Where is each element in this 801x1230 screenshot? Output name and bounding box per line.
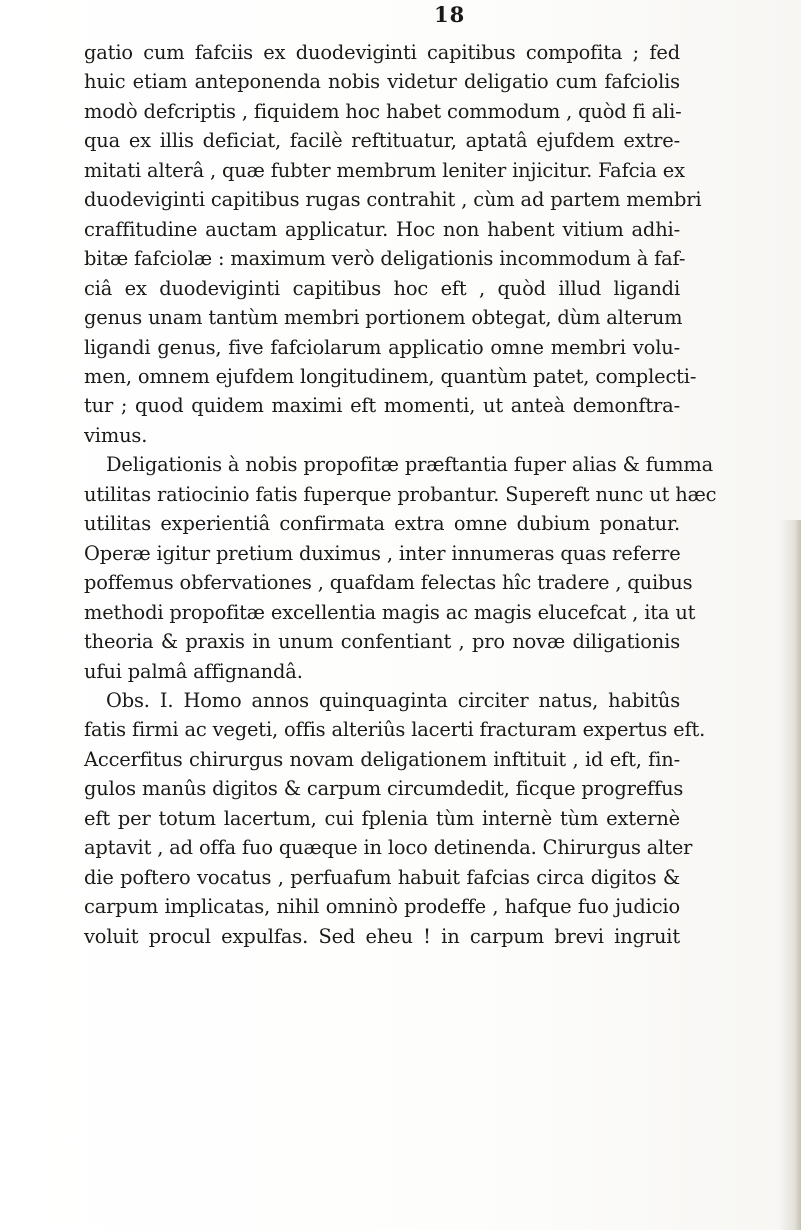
text-line: eft per totum lacertum, cui fplenia tùm internè tùm externè: [84, 806, 680, 830]
text-line: poffemus obfervationes , quafdam felectas hîc tradere , quibus: [84, 571, 693, 595]
paragraph-end-line: vimus.: [84, 423, 148, 447]
text-line: methodi propofitæ excellentia magis ac magis elucefcat , ita ut: [84, 600, 696, 624]
text-line: modò defcriptis , fiquidem hoc habet commodum , quòd fi ali-: [84, 99, 682, 123]
text-line: gatio cum fafciis ex duodeviginti capitibus compofita ; fed: [84, 41, 680, 64]
paragraph-start-line: Deligationis à nobis propofitæ præftantia fuper alias & fumma: [106, 453, 714, 477]
text-line: utilitas ratiocinio fatis fuperque probantur. Supereft nunc ut hæc: [84, 482, 717, 506]
text-line: craffitudine auctam applicatur. Hoc non habent vitium adhi-: [84, 217, 680, 241]
text-line: carpum implicatas, nihil omninò prodeffe , hafque fuo judicio: [84, 895, 680, 919]
text-line: die poftero vocatus , perfuafum habuit fafcias circa digitos &: [84, 865, 680, 889]
page-edge-shadow: [779, 520, 801, 1230]
text-line: aptavit , ad offa fuo quæque in loco detinenda. Chirurgus alter: [84, 836, 693, 860]
paragraph-end-line: ufui palmâ affignandâ.: [84, 659, 303, 683]
text-line: men, omnem ejufdem longitudinem, quantùm patet, complecti-: [84, 364, 697, 388]
text-line: gulos manûs digitos & carpum circumdedit, ficque progreffus: [84, 777, 684, 801]
text-line: utilitas experientiâ confirmata extra omne dubium ponatur.: [84, 512, 680, 536]
text-line: Accerfitus chirurgus novam deligationem inftituit , id eft, fin-: [84, 747, 680, 771]
text-line: qua ex illis deficiat, facilè reftituatur, aptatâ ejufdem extre-: [84, 129, 680, 153]
page-number: 18: [434, 2, 466, 27]
text-line: ciâ ex duodeviginti capitibus hoc eft , quòd illud ligandi: [84, 276, 680, 300]
text-line: duodeviginti capitibus rugas contrahit , cùm ad partem membri: [84, 188, 702, 212]
text-line: tur ; quod quidem maximi eft momenti, ut anteà demonftra-: [84, 394, 680, 418]
text-line: bitæ fafciolæ : maximum verò deligationis incommodum à faf-: [84, 247, 686, 271]
text-line: mitati alterâ , quæ fubter membrum leniter injicitur. Fafcia ex: [84, 158, 685, 182]
text-line: ligandi genus, five fafciolarum applicatio omne membri volu-: [84, 335, 680, 359]
text-line: voluit procul expulfas. Sed eheu ! in carpum brevi ingruit: [84, 924, 680, 948]
observation-heading-line: Obs. I. Homo annos quinquaginta circiter natus, habitûs: [106, 688, 680, 712]
text-line: huic etiam anteponenda nobis videtur deligatio cum fafciolis: [84, 70, 680, 94]
body-text: [84, 38, 717, 951]
text-line: genus unam tantùm membri portionem obtegat, dùm alterum: [84, 306, 683, 330]
text-line: Operæ igitur pretium duximus , inter innumeras quas referre: [84, 541, 681, 565]
text-line: theoria & praxis in unum confentiant , pro novæ diligationis: [84, 630, 680, 654]
text-line: fatis firmi ac vegeti, offis alteriûs lacerti fracturam expertus eft.: [84, 718, 706, 742]
